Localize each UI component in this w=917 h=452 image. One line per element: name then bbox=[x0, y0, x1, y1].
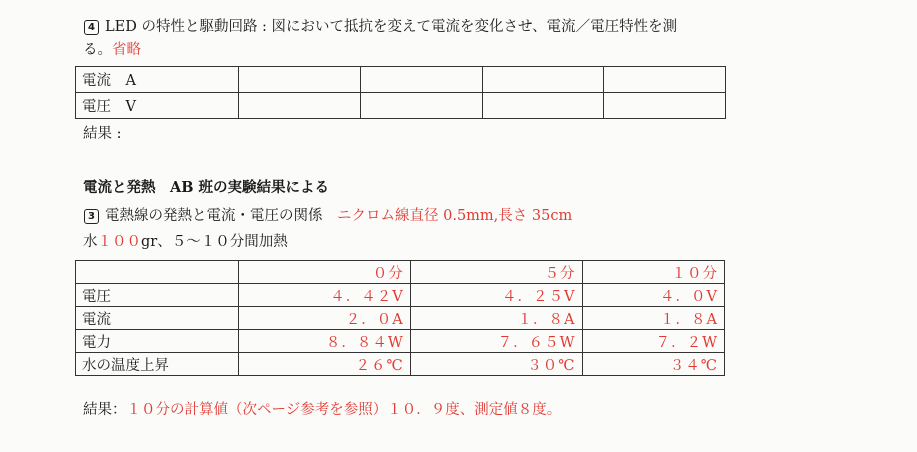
section3-title: 電熱線の発熱と電流・電圧の関係 bbox=[105, 208, 323, 224]
table-cell: １．８A bbox=[582, 307, 725, 330]
table-cell bbox=[239, 67, 361, 93]
table-header-row bbox=[76, 261, 725, 284]
omitted-note: 省略 bbox=[112, 42, 141, 58]
table-row bbox=[76, 67, 726, 93]
table-row bbox=[76, 307, 725, 330]
result-label: 結果： bbox=[83, 402, 127, 418]
header-cell: ５分 bbox=[410, 261, 582, 284]
heating-results-table bbox=[75, 260, 725, 376]
table-cell bbox=[604, 67, 726, 93]
table-cell bbox=[482, 93, 604, 119]
table-cell bbox=[360, 93, 482, 119]
heating-condition bbox=[83, 232, 288, 252]
header-cell bbox=[76, 261, 239, 284]
table-row bbox=[76, 330, 725, 353]
section4-heading-text: LED の特性と駆動回路 : 図において抵抗を変えて電流を変化させ、電流／電圧特性を測 bbox=[105, 19, 678, 35]
condition-water: 水 bbox=[83, 234, 98, 250]
table-cell: ７．２W bbox=[582, 330, 725, 353]
table-cell: ８．８４W bbox=[239, 330, 411, 353]
table-cell bbox=[482, 67, 604, 93]
table-cell: ４．０V bbox=[582, 284, 725, 307]
section4-heading bbox=[84, 17, 677, 37]
group-title: 電流と発熱 AB 班の実験結果による bbox=[83, 179, 330, 196]
section3-result bbox=[83, 400, 561, 420]
section4-result: 結果 : bbox=[83, 126, 122, 142]
table-cell: ３０℃ bbox=[410, 353, 582, 376]
table-cell: ７．６５W bbox=[410, 330, 582, 353]
table-cell bbox=[360, 67, 482, 93]
row-label: 電流 bbox=[76, 307, 239, 330]
section4-heading-cont: る。 bbox=[83, 42, 112, 58]
condition-rest: gr、５～１０分間加熱 bbox=[141, 234, 288, 250]
section4-heading-line2 bbox=[83, 40, 141, 60]
row-label: 電圧 bbox=[76, 284, 239, 307]
section-number-badge: 4 bbox=[84, 20, 99, 35]
table-cell: ４．４２V bbox=[239, 284, 411, 307]
row-label: 電流 A bbox=[76, 67, 239, 93]
table-row bbox=[76, 93, 726, 119]
led-measurement-table bbox=[75, 66, 726, 119]
condition-amount: １００ bbox=[97, 234, 141, 250]
result-text: １０分の計算値（次ページ参考を参照）１０．９度、測定値８度。 bbox=[126, 402, 562, 418]
table-cell bbox=[604, 93, 726, 119]
section-number-badge: 3 bbox=[84, 209, 99, 224]
table-cell: ３４℃ bbox=[582, 353, 725, 376]
row-label: 水の温度上昇 bbox=[76, 353, 239, 376]
table-cell: １．８A bbox=[410, 307, 582, 330]
table-cell: ２６℃ bbox=[239, 353, 411, 376]
row-label: 電力 bbox=[76, 330, 239, 353]
table-cell: ４．２５V bbox=[410, 284, 582, 307]
row-label: 電圧 V bbox=[76, 93, 239, 119]
table-row bbox=[76, 353, 725, 376]
header-cell: １０分 bbox=[582, 261, 725, 284]
header-cell: ０分 bbox=[239, 261, 411, 284]
table-cell: ２．０A bbox=[239, 307, 411, 330]
table-cell bbox=[239, 93, 361, 119]
section3-heading bbox=[84, 206, 572, 226]
table-row bbox=[76, 284, 725, 307]
wire-spec: ニクロム線直径 0.5mm,長さ 35cm bbox=[337, 208, 573, 224]
